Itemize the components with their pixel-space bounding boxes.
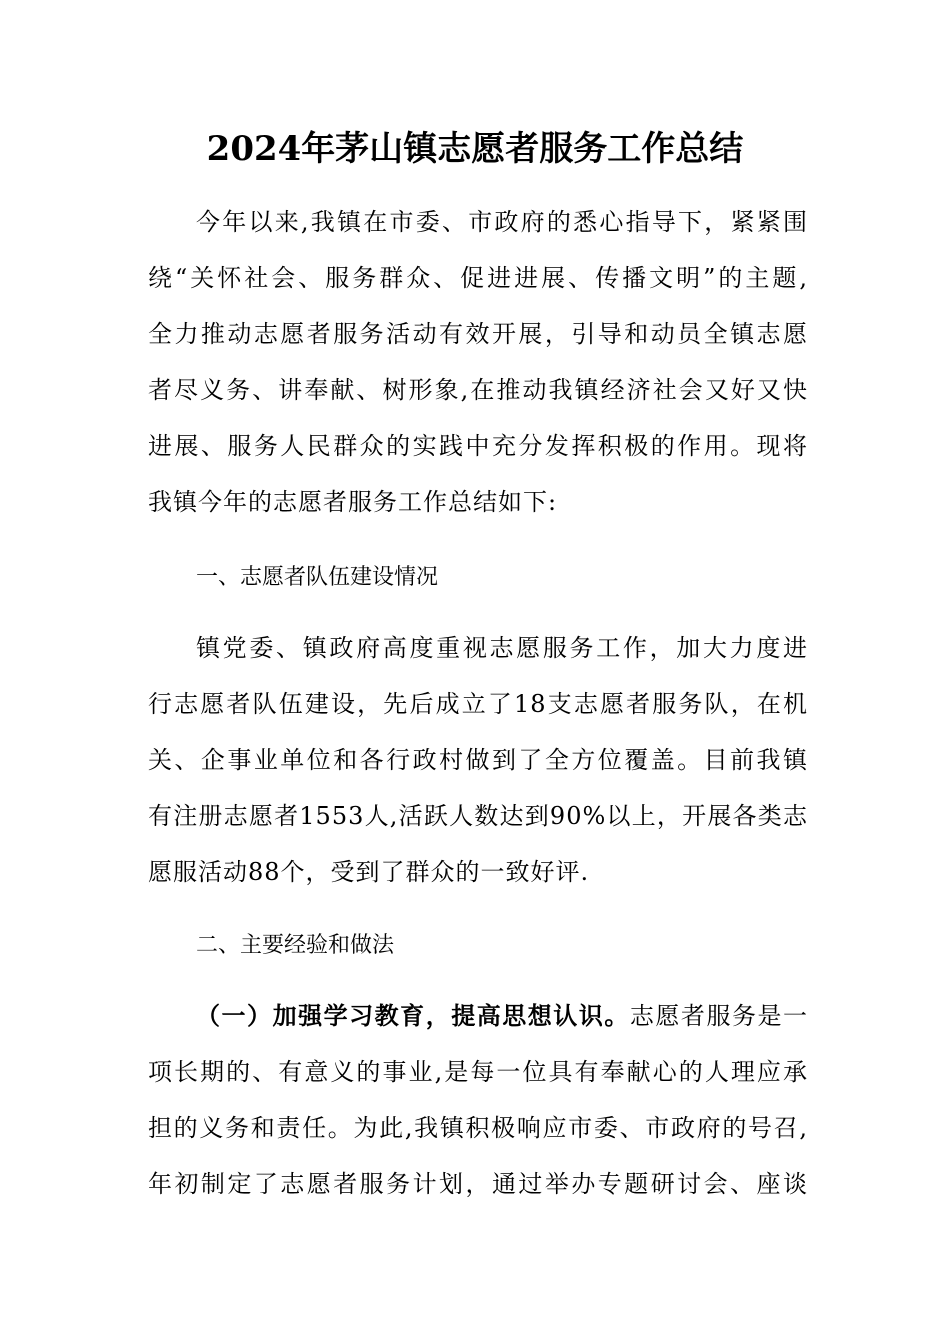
intro-line: 我镇今年的志愿者服务工作总结如下: — [148, 488, 558, 516]
section1-line: 愿服活动88个，受到了群众的一致好评. — [148, 858, 590, 886]
intro-line: 绕“关怀社会、服务群众、促进进展、传播文明”的主题, — [148, 264, 808, 292]
section-heading: 一、志愿者队伍建设情况 — [196, 565, 439, 590]
section1-line: 有注册志愿者1553人,活跃人数达到90%以上，开展各类志 — [148, 802, 808, 830]
intro-line: 者尽义务、讲奉献、树形象,在推动我镇经济社会又好又快 — [148, 376, 808, 404]
section1-line: 行志愿者队伍建设，先后成立了18支志愿者服务队，在机 — [148, 690, 808, 718]
section1-line: 镇党委、镇政府高度重视志愿服务工作，加大力度进 — [196, 634, 808, 662]
subsection-first-line — [196, 998, 808, 1034]
intro-line: 全力推动志愿者服务活动有效开展，引导和动员全镇志愿 — [148, 320, 808, 348]
subsection-lead: （一）加强学习教育，提高思想认识。 — [196, 1001, 630, 1030]
subsection-line: 年初制定了志愿者服务计划，通过举办专题研讨会、座谈 — [148, 1170, 808, 1198]
document-title: 2024年茅山镇志愿者服务工作总结 — [206, 129, 744, 169]
intro-line: 进展、服务人民群众的实践中充分发挥积极的作用。现将 — [148, 432, 808, 460]
intro-line: 今年以来,我镇在市委、市政府的悉心指导下，紧紧围 — [196, 208, 808, 236]
subsection-line: 项长期的、有意义的事业,是每一位具有奉献心的人理应承 — [148, 1058, 808, 1086]
subsection-text: 志愿者服务是一 — [629, 1002, 809, 1030]
section1-line: 关、企事业单位和各行政村做到了全方位覆盖。目前我镇 — [148, 746, 808, 774]
subsection-line: 担的义务和责任。为此,我镇积极响应市委、市政府的号召, — [148, 1114, 808, 1142]
section-heading: 二、主要经验和做法 — [196, 933, 395, 958]
